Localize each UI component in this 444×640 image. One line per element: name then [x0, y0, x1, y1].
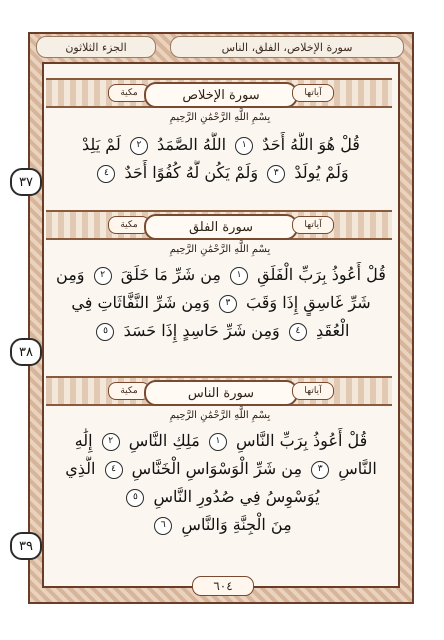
verse-text: مِنَ الْجِنَّةِ وَالنَّاسِ [181, 515, 292, 534]
section-marker: ٣٩ [10, 532, 42, 560]
verse-text: وَمِن [56, 265, 85, 284]
verse-text: قُلْ هُوَ اللَّهُ أَحَدٌ [262, 135, 360, 154]
ayah-marker: ٢ [94, 267, 112, 285]
ayah-marker: ٣ [219, 295, 237, 313]
verse-line [54, 160, 388, 186]
ayah-marker: ٤ [97, 165, 115, 183]
verse-line [54, 318, 388, 344]
verse-line [54, 456, 388, 482]
basmala: بِسْمِ اللَّهِ الرَّحْمَٰنِ الرَّحِيمِ [169, 244, 271, 255]
surah-names-title: سورة الإخلاص، الفلق، الناس [170, 36, 404, 58]
juz-title: الجزء الثلاثون [36, 36, 156, 58]
verse-text: مِن شَرِّ مَا خَلَقَ [120, 265, 221, 284]
verse-text: شَرِّ غَاسِقٍ إِذَا وَقَبَ [246, 293, 371, 312]
verse-text: لَمْ يَلِدْ [82, 135, 121, 154]
ayah-marker: ٣ [267, 165, 285, 183]
verse-text: وَلَمْ يُولَدْ [294, 163, 349, 182]
verse-text: مَلِكِ النَّاسِ [128, 431, 200, 450]
verse-text: اللَّهُ الصَّمَدُ [156, 135, 227, 154]
surah-badge-left: مكية [108, 216, 150, 234]
verse-text: الَّذِي [65, 459, 96, 478]
verse-text: وَلَمْ يَكُن لَّهُ كُفُوًا أَحَدٌ [124, 163, 259, 182]
verse-text: النَّاسِ [338, 459, 377, 478]
verse-line [54, 290, 388, 316]
page-number: ٦٠٤ [192, 576, 254, 596]
verse-text: وَمِن شَرِّ النَّفَّاثَاتِ فِي [71, 293, 210, 312]
surah-banner [46, 376, 392, 406]
ayah-marker: ٥ [96, 323, 114, 341]
verse-text: مِن شَرِّ الْوَسْوَاسِ الْخَنَّاسِ [131, 459, 303, 478]
verse-text: قُلْ أَعُوذُ بِرَبِّ الْفَلَقِ [257, 265, 386, 284]
section-marker: ٣٧ [10, 168, 42, 196]
surah-banner [46, 210, 392, 240]
surah-badge-right: آياتها [292, 216, 334, 234]
surah-badge-left: مكية [108, 84, 150, 102]
surah-badge-right: آياتها [292, 84, 334, 102]
verse-line [54, 484, 388, 510]
verse-text: الْعُقَدِ [315, 321, 350, 340]
verse-line [54, 512, 388, 538]
ayah-marker: ٤ [105, 461, 123, 479]
section-marker: ٣٨ [10, 338, 42, 366]
surah-title: سورة الفلق [144, 214, 298, 240]
verse-text: إِلَٰهِ [74, 431, 93, 450]
surah-title: سورة الإخلاص [144, 82, 298, 108]
verse-text: يُوَسْوِسُ فِي صُدُورِ النَّاسِ [153, 487, 320, 506]
surah-banner [46, 78, 392, 108]
ayah-marker: ١ [209, 433, 227, 451]
verse-line [54, 262, 388, 288]
ayah-marker: ٥ [126, 489, 144, 507]
verse-text: قُلْ أَعُوذُ بِرَبِّ النَّاسِ [235, 431, 368, 450]
ayah-marker: ٢ [130, 137, 148, 155]
ayah-marker: ٤ [289, 323, 307, 341]
verse-text: وَمِن شَرِّ حَاسِدٍ إِذَا حَسَدَ [123, 321, 280, 340]
surah-badge-right: آياتها [292, 382, 334, 400]
verse-line [54, 428, 388, 454]
surah-title: سورة الناس [144, 380, 298, 406]
ayah-marker: ٢ [102, 433, 120, 451]
ayah-marker: ١ [230, 267, 248, 285]
verse-line [54, 132, 388, 158]
ayah-marker: ٣ [311, 461, 329, 479]
basmala: بِسْمِ اللَّهِ الرَّحْمَٰنِ الرَّحِيمِ [169, 410, 271, 421]
surah-badge-left: مكية [108, 382, 150, 400]
ayah-marker: ١ [235, 137, 253, 155]
ayah-marker: ٦ [154, 517, 172, 535]
basmala: بِسْمِ اللَّهِ الرَّحْمَٰنِ الرَّحِيمِ [169, 112, 271, 123]
